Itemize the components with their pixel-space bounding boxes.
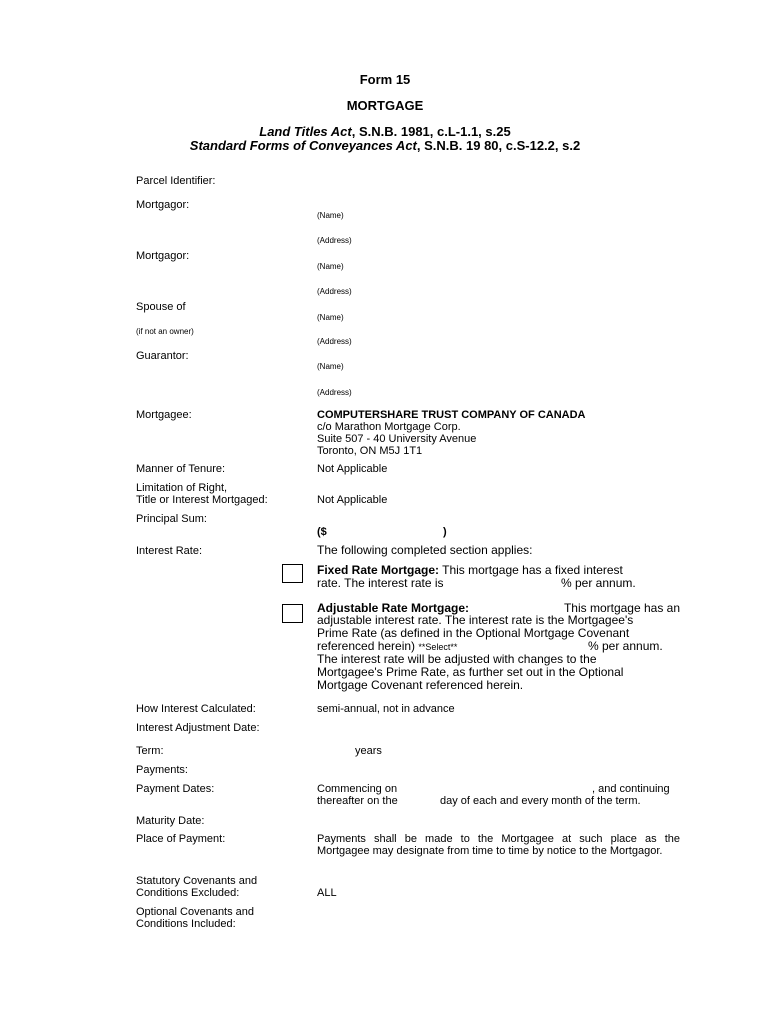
statutory-covenants-label-line-2: Conditions Excluded: [136, 887, 240, 899]
mortgagor-2-name-placeholder: (Name) [317, 262, 344, 271]
document-title: MORTGAGE [346, 98, 424, 113]
mortgagor-2-label: Mortgagor: [136, 250, 190, 262]
place-of-payment-label: Place of Payment: [136, 833, 226, 845]
adjustable-rate-line-2: adjustable interest rate. The interest rate is the Mortgagee's [317, 613, 634, 627]
optional-covenants-label-line-1: Optional Covenants and [136, 906, 255, 918]
adjustable-rate-line-3: Prime Rate (as defined in the Optional Mortgage Covenant [317, 626, 630, 640]
principal-sum-close: ) [443, 526, 447, 538]
payment-dates-continuing: , and continuing [592, 783, 670, 795]
payment-dates-commencing: Commencing on [317, 783, 398, 795]
adjustable-rate-line-7: Mortgage Covenant referenced herein. [317, 678, 524, 692]
payments-label: Payments: [136, 764, 188, 776]
interest-rate-intro: The following completed section applies: [317, 543, 533, 557]
limitation-label-line-1: Limitation of Right, [136, 482, 228, 494]
adjustable-rate-line-5: The interest rate will be adjusted with changes to the [317, 652, 597, 666]
manner-of-tenure-value: Not Applicable [317, 463, 388, 475]
fixed-rate-checkbox[interactable] [282, 564, 303, 583]
adjustable-rate-line-1-rest: This mortgage has an [563, 601, 680, 615]
adjustable-rate-checkbox[interactable] [282, 604, 303, 623]
act-1-reference: , S.N.B. 1981, c.L-1.1, s.25 [351, 124, 511, 139]
guarantor-address-placeholder: (Address) [317, 388, 352, 397]
optional-covenants-label-line-2: Conditions Included: [136, 918, 236, 930]
how-interest-calculated-label: How Interest Calculated: [136, 703, 256, 715]
principal-sum-label: Principal Sum: [136, 513, 207, 525]
guarantor-name-placeholder: (Name) [317, 362, 344, 371]
mortgagor-1-address-placeholder: (Address) [317, 236, 352, 245]
adjustable-rate-line-4-text: referenced herein) [317, 639, 416, 653]
principal-sum-open: ($ [317, 526, 327, 538]
manner-of-tenure-label: Manner of Tenure: [136, 463, 226, 475]
mortgagee-address-line-3: Toronto, ON M5J 1T1 [317, 445, 423, 457]
act-1-name: Land Titles Act [259, 124, 352, 139]
fixed-rate-text-2: rate. The interest rate is [317, 576, 444, 590]
adjustable-rate-per-annum: % per annum. [588, 639, 663, 653]
act-citation-1 [0, 124, 770, 139]
payment-dates-label: Payment Dates: [136, 783, 215, 795]
place-of-payment-value: Payments shall be made to the Mortgagee at such place as the Mortgagee may designate from time to time by notice to the Mortgagor. [317, 833, 680, 857]
act-citation-2 [0, 138, 770, 153]
guarantor-label: Guarantor: [136, 350, 189, 362]
parcel-identifier-label: Parcel Identifier: [136, 175, 216, 187]
term-years: years [355, 745, 382, 757]
payment-dates-thereafter: thereafter on the [317, 795, 398, 807]
mortgagor-2-address-placeholder: (Address) [317, 287, 352, 296]
mortgagor-1-label: Mortgagor: [136, 199, 190, 211]
how-interest-calculated-value: semi-annual, not in advance [317, 703, 455, 715]
mortgagor-1-name-placeholder: (Name) [317, 211, 344, 220]
fixed-rate-line-2 [317, 576, 444, 590]
term-label: Term: [136, 745, 164, 757]
limitation-label-line-2: Title or Interest Mortgaged: [136, 494, 268, 506]
spouse-of-label: Spouse of [136, 301, 186, 313]
mortgagee-address-line-2: Suite 507 - 40 University Avenue [317, 433, 477, 445]
limitation-value: Not Applicable [317, 494, 388, 506]
form-number: Form 15 [359, 72, 411, 87]
prime-rate-select[interactable]: **Select** [418, 642, 458, 652]
payment-dates-day-of-month: day of each and every month of the term. [440, 795, 641, 807]
fixed-rate-heading: Fixed Rate Mortgage: [317, 563, 440, 577]
interest-rate-label: Interest Rate: [136, 545, 203, 557]
adjustable-rate-line-4 [317, 639, 457, 653]
act-2-name: Standard Forms of Conveyances Act [189, 138, 417, 153]
spouse-note: (if not an owner) [136, 327, 194, 336]
statutory-covenants-value: ALL [317, 887, 337, 899]
fixed-rate-line-1 [317, 563, 623, 577]
fixed-rate-text-3: % per annum. [561, 576, 636, 590]
mortgagee-label: Mortgagee: [136, 409, 192, 421]
act-2-reference: , S.N.B. 19 80, c.S-12.2, s.2 [416, 138, 581, 153]
adjustable-rate-line-6: Mortgagee's Prime Rate, as further set out in the Optional [317, 665, 624, 679]
maturity-date-label: Maturity Date: [136, 815, 205, 827]
interest-adjustment-date-label: Interest Adjustment Date: [136, 722, 260, 734]
statutory-covenants-label-line-1: Statutory Covenants and [136, 875, 258, 887]
fixed-rate-text-1: This mortgage has a fixed interest [439, 563, 623, 577]
spouse-name-placeholder: (Name) [317, 313, 344, 322]
mortgagee-address-line-1: c/o Marathon Mortgage Corp. [317, 421, 461, 433]
mortgagee-name: COMPUTERSHARE TRUST COMPANY OF CANADA [317, 409, 586, 421]
spouse-address-placeholder: (Address) [317, 337, 352, 346]
adjustable-rate-heading: Adjustable Rate Mortgage: [317, 601, 470, 615]
